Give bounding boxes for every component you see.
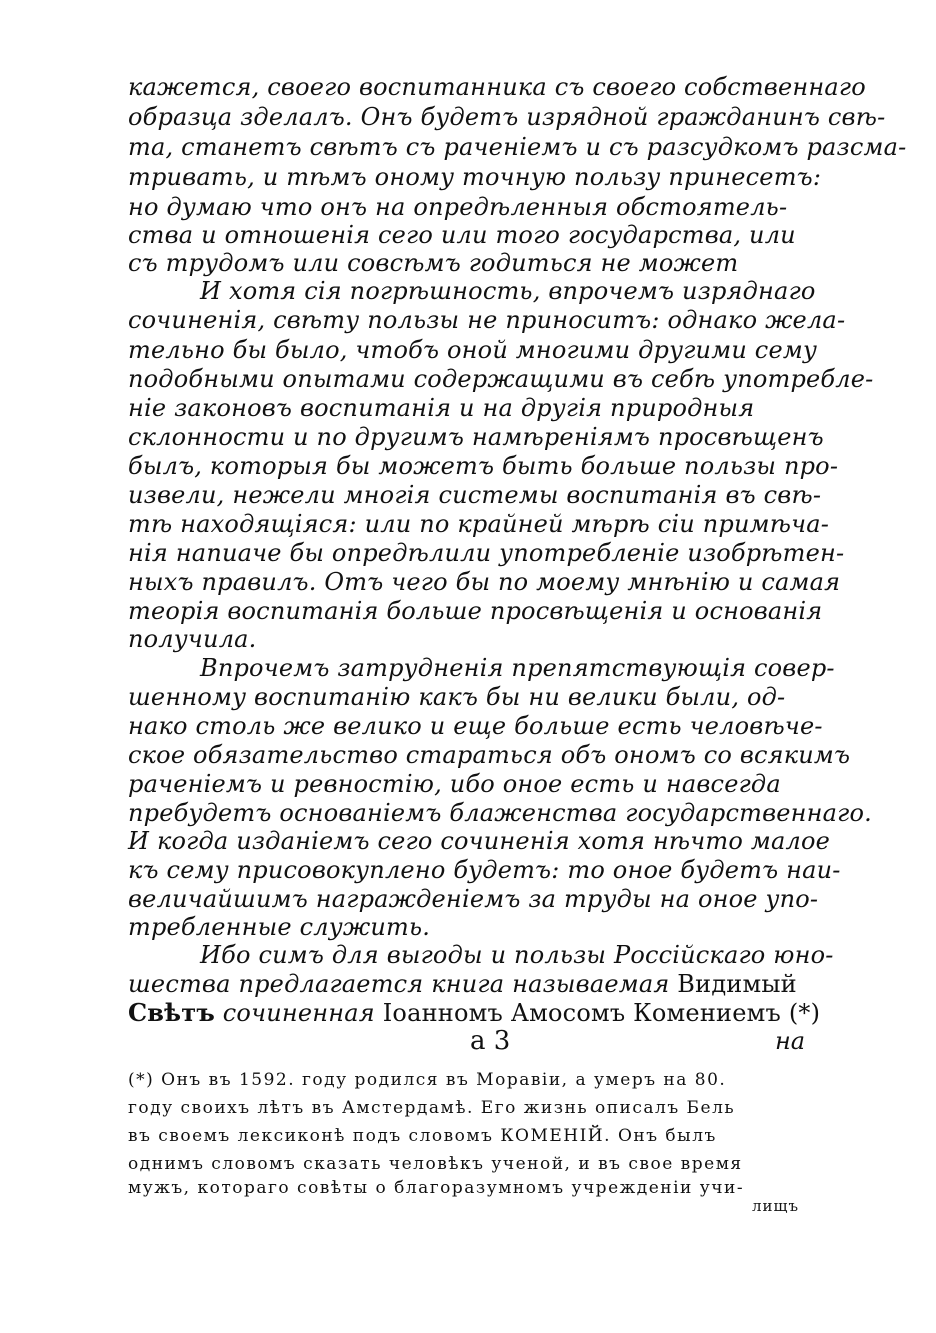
book-title-word: Свѣтъ xyxy=(128,998,215,1027)
footnote-line: мужъ, котораго совѣты о благоразумномъ учрежденіи учи- xyxy=(128,1178,745,1198)
text-line: И когда изданіемъ сего сочиненія хотя нѣчто малое xyxy=(128,827,830,855)
text-line: нія напиаче бы опредѣлили употребленіе изобрѣтен- xyxy=(128,539,845,567)
footnote-end: лищъ xyxy=(752,1197,800,1215)
text-line: тельно бы было, чтобъ оной многими другими сему xyxy=(128,336,818,364)
text-line: ныхъ правилъ. Отъ чего бы по моему мнѣнію и самая xyxy=(128,568,841,596)
book-title-inline: Видимый xyxy=(677,970,797,998)
text-line: но думаю что онъ на опредѣленныя обстоятель- xyxy=(128,193,788,221)
text-line: теорія воспитанія больше просвѣщенія и основанія xyxy=(128,597,823,625)
text-line: тѣ находящіяся: или по крайней мѣрѣ сіи примѣча- xyxy=(128,510,830,538)
text-line: сочиненія, свѣту пользы не приноситъ: однако жела- xyxy=(128,306,846,334)
text-line: съ трудомъ или совсѣмъ годиться не может xyxy=(128,249,739,277)
paragraph-start-line: Впрочемъ затрудненія препятствующія совер- xyxy=(200,654,835,682)
footnote-line: (*) Онъ въ 1592. году родился въ Моравіи, а умеръ на 80. xyxy=(128,1070,727,1090)
text-line: былъ, которыя бы можетъ быть больше пользы про- xyxy=(128,452,839,480)
text-line: ства и отношенія сего или того государства, или xyxy=(128,221,796,249)
text-line: шенному воспитанію какъ бы ни велики были, од- xyxy=(128,683,786,711)
text-line: кажется, своего воспитанника съ своего собственнаго xyxy=(128,73,866,101)
text-line: пребудетъ основаніемъ блаженства государственнаго. xyxy=(128,799,872,827)
text-line: къ сему присовокуплено будетъ: то оное будетъ наи- xyxy=(128,856,841,884)
text-line: величайшимъ награжденіемъ за труды на оное упо- xyxy=(128,885,819,913)
text-line: раченіемъ и ревностію, ибо оное есть и навсегда xyxy=(128,770,781,798)
text-line: образца зделалъ. Онъ будетъ изрядной гражданинъ свѣ- xyxy=(128,103,886,131)
paragraph-start-line: И хотя сія погрѣшность, впрочемъ изряднаго xyxy=(200,277,816,305)
footnote-line: однимъ словомъ сказать человѣкъ ученой, и въ свое время xyxy=(128,1154,743,1174)
text-run: сочиненная xyxy=(222,999,375,1027)
title-author-line xyxy=(128,998,821,1028)
text-line: требленные служить. xyxy=(128,913,431,941)
author-name: Іоанномъ Амосомъ Комениемъ xyxy=(382,999,781,1027)
text-line: тривать, и тѣмъ оному точную пользу принесетъ: xyxy=(128,163,822,191)
text-line: ніе законовъ воспитанія и на другія природныя xyxy=(128,394,755,422)
text-line: склонности и по другимъ намѣреніямъ просвѣщенъ xyxy=(128,423,824,451)
text-line: подобными опытами содержащими въ себѣ употребле- xyxy=(128,365,874,393)
text-line: получила. xyxy=(128,625,257,653)
text-line: извели, нежели многія системы воспитанія въ свѣ- xyxy=(128,481,822,509)
text-line-with-title xyxy=(128,969,808,999)
text-line: нако столь же велико и еще больше есть человѣче- xyxy=(128,712,823,740)
catchword: на xyxy=(775,1027,806,1055)
footnote-line: въ своемъ лексиконѣ подъ словомъ КОМЕНІЙ. Онъ былъ xyxy=(128,1126,717,1146)
footnote-mark: (*) xyxy=(788,999,821,1027)
signature-mark: а 3 xyxy=(470,1026,511,1056)
footnote-line: году своихъ лѣтъ въ Амстердамѣ. Его жизнь описалъ Бель xyxy=(128,1098,736,1118)
text-line: ское обязательство стараться объ ономъ со всякимъ xyxy=(128,741,851,769)
text-run: шества предлагается книга называемая xyxy=(128,970,670,998)
paragraph-start-line: Ибо симъ для выгоды и пользы Россійскаго юно- xyxy=(200,941,834,969)
text-line: та, станетъ свѣтъ съ раченіемъ и съ разсудкомъ разсма- xyxy=(128,133,907,161)
